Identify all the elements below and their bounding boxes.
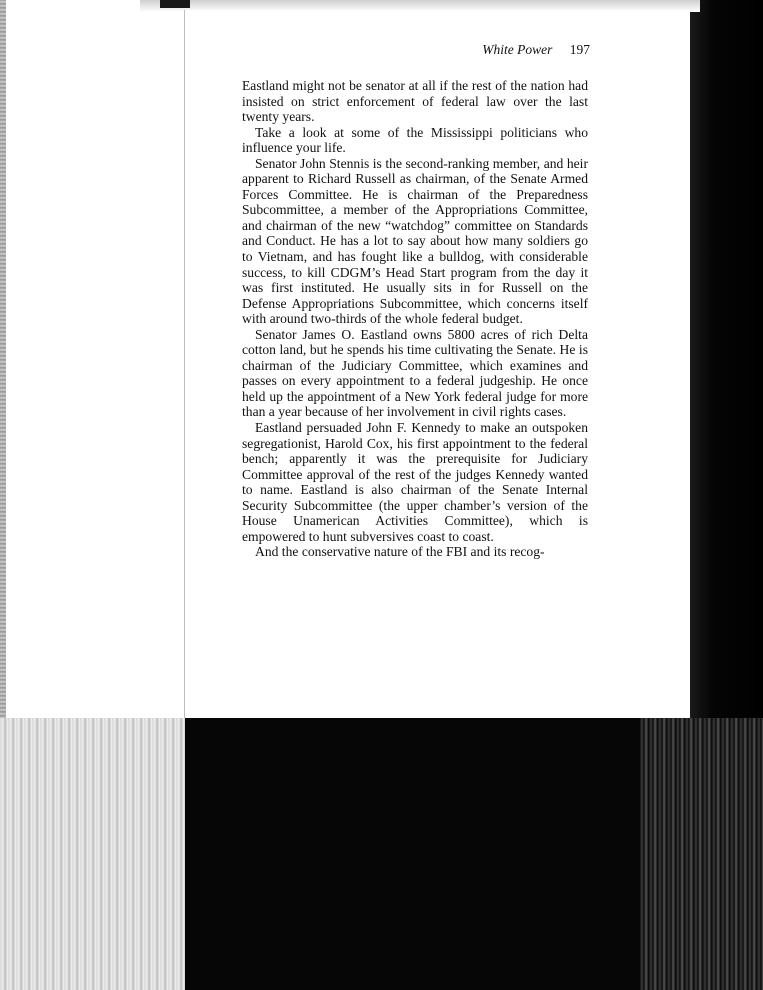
paragraph: And the conservative nature of the FBI and its recog- bbox=[255, 544, 545, 560]
paragraph: Eastland persuaded John F. Kennedy to make an outspoken segregationist, Harold Cox, his first appointment to the federal bench; apparently it was the prerequisite for Judiciary Committee approval of the rest of the judges Kennedy wanted to name. Eastland is also chairman of the Senate Internal Security Subcommittee (the upper chamber’s version of the House Unamerican Activities Committee), which is empowered to hunt subversives coast to coast. bbox=[242, 420, 588, 544]
page-stack-left bbox=[0, 718, 185, 990]
paragraph: Eastland might not be senator at all if the rest of the nation had insisted on strict enforcement of federal law over the last twenty years. bbox=[242, 78, 588, 125]
running-head-title: White Power bbox=[482, 42, 553, 57]
paragraph: Senator John Stennis is the second-ranking member, and heir apparent to Richard Russell as chairman, of the Senate Armed Forces Committee. He is chairman of the Preparedness Subcommittee, a member of the Appropriations Committee, and chairman of the new “watchdog” committee on Standards and Conduct. He has a lot to say about how many soldiers go to Vietnam, and has fought like a bulldog, with considerable success, to kill CDGM’s Head Start program from the day it was first instituted. He usually sits in for Russell on the Defense Appropriations Subcommittee, which concerns itself with around two-thirds of the whole federal budget. bbox=[242, 155, 588, 327]
running-head bbox=[0, 42, 590, 58]
page-stack-right bbox=[640, 718, 763, 990]
body-text bbox=[242, 78, 588, 560]
paragraph: Take a look at some of the Mississippi politicians who influence your life. bbox=[242, 124, 588, 156]
paragraph: Senator James O. Eastland owns 5800 acres of rich Delta cotton land, but he spends his time cultivating the Senate. He is chairman of the Judiciary Committee, which examines and passes on every appointment to a federal judgeship. He once held up the appointment of a New York federal judge for more than a year because of her involvement in civil rights cases. bbox=[242, 326, 588, 420]
page-number: 197 bbox=[569, 42, 590, 57]
page-gutter-edge bbox=[184, 10, 185, 718]
top-left-binding bbox=[160, 0, 190, 8]
